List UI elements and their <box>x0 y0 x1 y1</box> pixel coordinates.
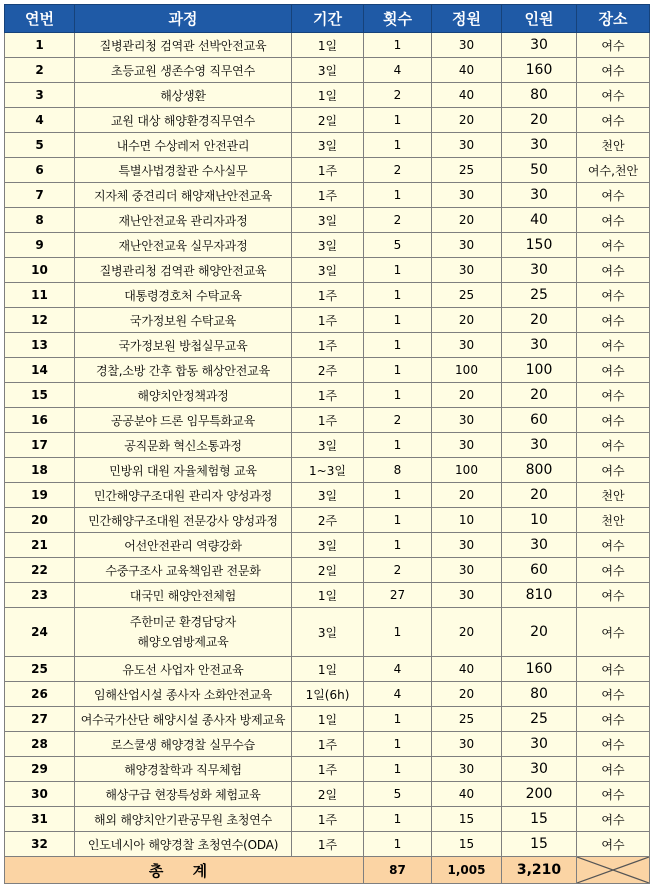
course-period: 1일 <box>292 583 364 608</box>
course-people: 30 <box>502 732 577 757</box>
course-place: 여수 <box>577 283 650 308</box>
course-quota: 100 <box>432 358 502 383</box>
course-people: 25 <box>502 283 577 308</box>
course-period: 3일 <box>292 483 364 508</box>
course-count: 1 <box>364 807 432 832</box>
course-name: 질병관리청 검역관 선박안전교육 <box>75 33 292 58</box>
course-quota: 40 <box>432 782 502 807</box>
course-quota: 20 <box>432 483 502 508</box>
row-number: 4 <box>5 108 75 133</box>
course-place: 여수 <box>577 757 650 782</box>
table-row <box>5 408 650 433</box>
course-place: 여수 <box>577 608 650 657</box>
table-row <box>5 533 650 558</box>
course-count: 1 <box>364 258 432 283</box>
course-name: 해상생환 <box>75 83 292 108</box>
course-quota: 20 <box>432 608 502 657</box>
course-count: 1 <box>364 383 432 408</box>
table-row <box>5 433 650 458</box>
course-period: 1일 <box>292 657 364 682</box>
header-count: 횟수 <box>364 5 432 33</box>
course-name: 수중구조사 교육책임관 전문화 <box>75 558 292 583</box>
course-period: 1주 <box>292 757 364 782</box>
course-count: 1 <box>364 508 432 533</box>
course-quota: 15 <box>432 807 502 832</box>
header-row <box>5 5 650 33</box>
course-place: 여수 <box>577 807 650 832</box>
course-place: 천안 <box>577 483 650 508</box>
course-people: 60 <box>502 558 577 583</box>
table-row <box>5 483 650 508</box>
course-people: 200 <box>502 782 577 807</box>
course-count: 1 <box>364 358 432 383</box>
course-period: 3일 <box>292 258 364 283</box>
course-place: 여수 <box>577 533 650 558</box>
table-row <box>5 807 650 832</box>
course-place: 여수 <box>577 108 650 133</box>
course-name: 지자체 중견리더 해양재난안전교육 <box>75 183 292 208</box>
table-row <box>5 682 650 707</box>
row-number: 15 <box>5 383 75 408</box>
course-name: 해외 해양치안기관공무원 초청연수 <box>75 807 292 832</box>
course-name: 경찰,소방 간후 합동 해상안전교육 <box>75 358 292 383</box>
total-label: 총 계 <box>5 857 364 884</box>
course-place: 여수 <box>577 433 650 458</box>
total-row <box>5 857 650 884</box>
course-place: 여수 <box>577 383 650 408</box>
course-people: 30 <box>502 133 577 158</box>
course-quota: 30 <box>432 233 502 258</box>
course-place: 여수 <box>577 358 650 383</box>
course-place: 여수 <box>577 707 650 732</box>
course-name: 초등교원 생존수영 직무연수 <box>75 58 292 83</box>
course-period: 1주 <box>292 183 364 208</box>
row-number: 12 <box>5 308 75 333</box>
header-people: 인원 <box>502 5 577 33</box>
table-row <box>5 283 650 308</box>
course-place: 여수 <box>577 258 650 283</box>
row-number: 1 <box>5 33 75 58</box>
course-name: 민간해양구조대원 전문강사 양성과정 <box>75 508 292 533</box>
course-period: 2일 <box>292 108 364 133</box>
course-quota: 20 <box>432 383 502 408</box>
course-quota: 30 <box>432 583 502 608</box>
course-count: 1 <box>364 133 432 158</box>
row-number: 9 <box>5 233 75 258</box>
course-period: 1주 <box>292 732 364 757</box>
course-quota: 30 <box>432 558 502 583</box>
course-count: 1 <box>364 832 432 857</box>
course-period: 3일 <box>292 208 364 233</box>
course-quota: 20 <box>432 308 502 333</box>
row-number: 21 <box>5 533 75 558</box>
table-row <box>5 832 650 857</box>
course-quota: 30 <box>432 533 502 558</box>
course-place: 여수 <box>577 208 650 233</box>
course-name: 공직문화 혁신소통과정 <box>75 433 292 458</box>
header-place: 장소 <box>577 5 650 33</box>
course-quota: 30 <box>432 433 502 458</box>
course-count: 1 <box>364 608 432 657</box>
course-place: 여수 <box>577 83 650 108</box>
row-number: 19 <box>5 483 75 508</box>
course-people: 30 <box>502 258 577 283</box>
course-period: 3일 <box>292 58 364 83</box>
course-name <box>75 608 292 657</box>
course-table <box>4 4 650 884</box>
table-row <box>5 33 650 58</box>
course-period: 2주 <box>292 508 364 533</box>
table-row <box>5 133 650 158</box>
course-name: 민간해양구조대원 관리자 양성과정 <box>75 483 292 508</box>
course-count: 1 <box>364 333 432 358</box>
course-count: 1 <box>364 283 432 308</box>
course-name: 인도네시아 해양경찰 초청연수(ODA) <box>75 832 292 857</box>
table-row <box>5 183 650 208</box>
course-name: 대국민 해양안전체험 <box>75 583 292 608</box>
table-row <box>5 108 650 133</box>
header-no: 연번 <box>5 5 75 33</box>
course-count: 2 <box>364 158 432 183</box>
course-people: 150 <box>502 233 577 258</box>
course-quota: 20 <box>432 682 502 707</box>
course-quota: 20 <box>432 208 502 233</box>
course-period: 1~3일 <box>292 458 364 483</box>
course-place: 여수 <box>577 832 650 857</box>
course-period: 3일 <box>292 433 364 458</box>
table-row <box>5 757 650 782</box>
course-name: 국가정보원 수탁교육 <box>75 308 292 333</box>
course-people: 25 <box>502 707 577 732</box>
course-period: 3일 <box>292 233 364 258</box>
row-number: 28 <box>5 732 75 757</box>
course-people: 80 <box>502 83 577 108</box>
table-row <box>5 707 650 732</box>
row-number: 31 <box>5 807 75 832</box>
course-name: 로스쿨생 해양경찰 실무수습 <box>75 732 292 757</box>
course-name: 재난안전교육 실무자과정 <box>75 233 292 258</box>
course-count: 1 <box>364 33 432 58</box>
course-name: 해상구급 현장특성화 체험교육 <box>75 782 292 807</box>
course-people: 800 <box>502 458 577 483</box>
course-people: 20 <box>502 308 577 333</box>
course-period: 3일 <box>292 133 364 158</box>
course-count: 1 <box>364 533 432 558</box>
table-row <box>5 657 650 682</box>
course-name: 특별사법경찰관 수사실무 <box>75 158 292 183</box>
course-quota: 25 <box>432 707 502 732</box>
course-people: 30 <box>502 533 577 558</box>
course-count: 1 <box>364 108 432 133</box>
course-place: 천안 <box>577 133 650 158</box>
course-place: 여수 <box>577 233 650 258</box>
course-name: 재난안전교육 관리자과정 <box>75 208 292 233</box>
course-quota: 30 <box>432 408 502 433</box>
course-count: 1 <box>364 433 432 458</box>
table-row <box>5 258 650 283</box>
course-period: 3일 <box>292 608 364 657</box>
course-people: 30 <box>502 33 577 58</box>
header-quota: 정원 <box>432 5 502 33</box>
header-period: 기간 <box>292 5 364 33</box>
row-number: 13 <box>5 333 75 358</box>
course-people: 30 <box>502 183 577 208</box>
course-count: 27 <box>364 583 432 608</box>
course-people: 15 <box>502 832 577 857</box>
course-people: 30 <box>502 433 577 458</box>
course-quota: 30 <box>432 757 502 782</box>
table-row <box>5 608 650 657</box>
course-period: 1일 <box>292 707 364 732</box>
row-number: 17 <box>5 433 75 458</box>
course-period: 1주 <box>292 807 364 832</box>
course-place: 여수 <box>577 657 650 682</box>
course-count: 5 <box>364 782 432 807</box>
course-period: 1주 <box>292 408 364 433</box>
course-count: 2 <box>364 558 432 583</box>
table-row <box>5 558 650 583</box>
course-quota: 30 <box>432 183 502 208</box>
header-course: 과정 <box>75 5 292 33</box>
table-row <box>5 383 650 408</box>
course-name: 대통령경호처 수탁교육 <box>75 283 292 308</box>
table-row <box>5 233 650 258</box>
course-name: 해양치안정책과정 <box>75 383 292 408</box>
table-row <box>5 358 650 383</box>
course-quota: 15 <box>432 832 502 857</box>
course-period: 1일 <box>292 83 364 108</box>
course-quota: 25 <box>432 283 502 308</box>
table-row <box>5 58 650 83</box>
course-period: 1주 <box>292 383 364 408</box>
course-name: 민방위 대원 자율체험형 교육 <box>75 458 292 483</box>
course-quota: 30 <box>432 33 502 58</box>
course-people: 20 <box>502 108 577 133</box>
table-row <box>5 782 650 807</box>
course-period: 1일 <box>292 33 364 58</box>
course-place: 여수 <box>577 333 650 358</box>
course-people: 15 <box>502 807 577 832</box>
course-place: 여수 <box>577 33 650 58</box>
course-quota: 10 <box>432 508 502 533</box>
row-number: 25 <box>5 657 75 682</box>
table-row <box>5 333 650 358</box>
row-number: 18 <box>5 458 75 483</box>
course-people: 20 <box>502 608 577 657</box>
table-body <box>5 33 650 857</box>
course-period: 1일(6h) <box>292 682 364 707</box>
course-people: 30 <box>502 757 577 782</box>
course-name: 어선안전관리 역량강화 <box>75 533 292 558</box>
course-place: 여수 <box>577 558 650 583</box>
row-number: 22 <box>5 558 75 583</box>
course-name: 질병관리청 검역관 해양안전교육 <box>75 258 292 283</box>
course-period: 2일 <box>292 782 364 807</box>
course-place: 여수 <box>577 308 650 333</box>
course-name-line1: 주한미군 환경담당자 <box>129 615 237 629</box>
course-quota: 30 <box>432 333 502 358</box>
course-place: 여수 <box>577 682 650 707</box>
row-number: 23 <box>5 583 75 608</box>
course-people: 20 <box>502 483 577 508</box>
course-period: 1주 <box>292 283 364 308</box>
course-place: 여수,천안 <box>577 158 650 183</box>
course-place: 여수 <box>577 732 650 757</box>
row-number: 5 <box>5 133 75 158</box>
table-row <box>5 508 650 533</box>
course-quota: 40 <box>432 58 502 83</box>
course-period: 1주 <box>292 832 364 857</box>
row-number: 7 <box>5 183 75 208</box>
table-row <box>5 158 650 183</box>
course-name: 여수국가산단 해양시설 종사자 방제교육 <box>75 707 292 732</box>
course-quota: 40 <box>432 657 502 682</box>
course-table-container <box>4 4 650 884</box>
course-count: 5 <box>364 233 432 258</box>
total-people: 3,210 <box>502 857 577 884</box>
row-number: 2 <box>5 58 75 83</box>
course-name: 국가정보원 방첩실무교육 <box>75 333 292 358</box>
row-number: 24 <box>5 608 75 657</box>
course-people: 60 <box>502 408 577 433</box>
table-row <box>5 583 650 608</box>
course-count: 4 <box>364 682 432 707</box>
course-name: 공공분야 드론 임무특화교육 <box>75 408 292 433</box>
row-number: 20 <box>5 508 75 533</box>
row-number: 14 <box>5 358 75 383</box>
course-people: 160 <box>502 58 577 83</box>
course-place: 여수 <box>577 782 650 807</box>
row-number: 8 <box>5 208 75 233</box>
course-place: 여수 <box>577 408 650 433</box>
course-place: 여수 <box>577 583 650 608</box>
course-name: 내수면 수상레저 안전관리 <box>75 133 292 158</box>
course-count: 1 <box>364 308 432 333</box>
course-people: 100 <box>502 358 577 383</box>
course-people: 20 <box>502 383 577 408</box>
course-period: 2주 <box>292 358 364 383</box>
course-period: 1주 <box>292 333 364 358</box>
total-count: 87 <box>364 857 432 884</box>
empty-cross-cell <box>577 857 650 884</box>
course-place: 여수 <box>577 183 650 208</box>
course-count: 2 <box>364 208 432 233</box>
row-number: 32 <box>5 832 75 857</box>
row-number: 6 <box>5 158 75 183</box>
course-place: 여수 <box>577 58 650 83</box>
course-count: 2 <box>364 83 432 108</box>
table-row <box>5 208 650 233</box>
course-period: 2일 <box>292 558 364 583</box>
course-people: 10 <box>502 508 577 533</box>
row-number: 27 <box>5 707 75 732</box>
course-quota: 20 <box>432 108 502 133</box>
total-quota: 1,005 <box>432 857 502 884</box>
course-place: 천안 <box>577 508 650 533</box>
row-number: 16 <box>5 408 75 433</box>
table-row <box>5 308 650 333</box>
course-name: 임해산업시설 종사자 소화안전교육 <box>75 682 292 707</box>
course-count: 1 <box>364 757 432 782</box>
course-period: 3일 <box>292 533 364 558</box>
row-number: 3 <box>5 83 75 108</box>
course-quota: 30 <box>432 732 502 757</box>
course-quota: 40 <box>432 83 502 108</box>
course-count: 1 <box>364 732 432 757</box>
course-quota: 30 <box>432 258 502 283</box>
course-people: 40 <box>502 208 577 233</box>
table-row <box>5 83 650 108</box>
course-period: 1주 <box>292 158 364 183</box>
course-count: 1 <box>364 183 432 208</box>
course-people: 30 <box>502 333 577 358</box>
row-number: 29 <box>5 757 75 782</box>
course-quota: 25 <box>432 158 502 183</box>
course-quota: 100 <box>432 458 502 483</box>
course-count: 4 <box>364 58 432 83</box>
row-number: 11 <box>5 283 75 308</box>
course-count: 1 <box>364 483 432 508</box>
row-number: 26 <box>5 682 75 707</box>
course-people: 80 <box>502 682 577 707</box>
course-count: 1 <box>364 707 432 732</box>
row-number: 30 <box>5 782 75 807</box>
course-name: 유도선 사업자 안전교육 <box>75 657 292 682</box>
course-count: 8 <box>364 458 432 483</box>
course-quota: 30 <box>432 133 502 158</box>
course-period: 1주 <box>292 308 364 333</box>
course-count: 4 <box>364 657 432 682</box>
table-row <box>5 458 650 483</box>
course-place: 여수 <box>577 458 650 483</box>
course-people: 160 <box>502 657 577 682</box>
row-number: 10 <box>5 258 75 283</box>
course-name-line2: 해양오염방제교육 <box>137 635 229 649</box>
course-name: 교원 대상 해양환경직무연수 <box>75 108 292 133</box>
course-count: 2 <box>364 408 432 433</box>
course-people: 50 <box>502 158 577 183</box>
table-row <box>5 732 650 757</box>
course-name: 해양경찰학과 직무체험 <box>75 757 292 782</box>
course-people: 810 <box>502 583 577 608</box>
